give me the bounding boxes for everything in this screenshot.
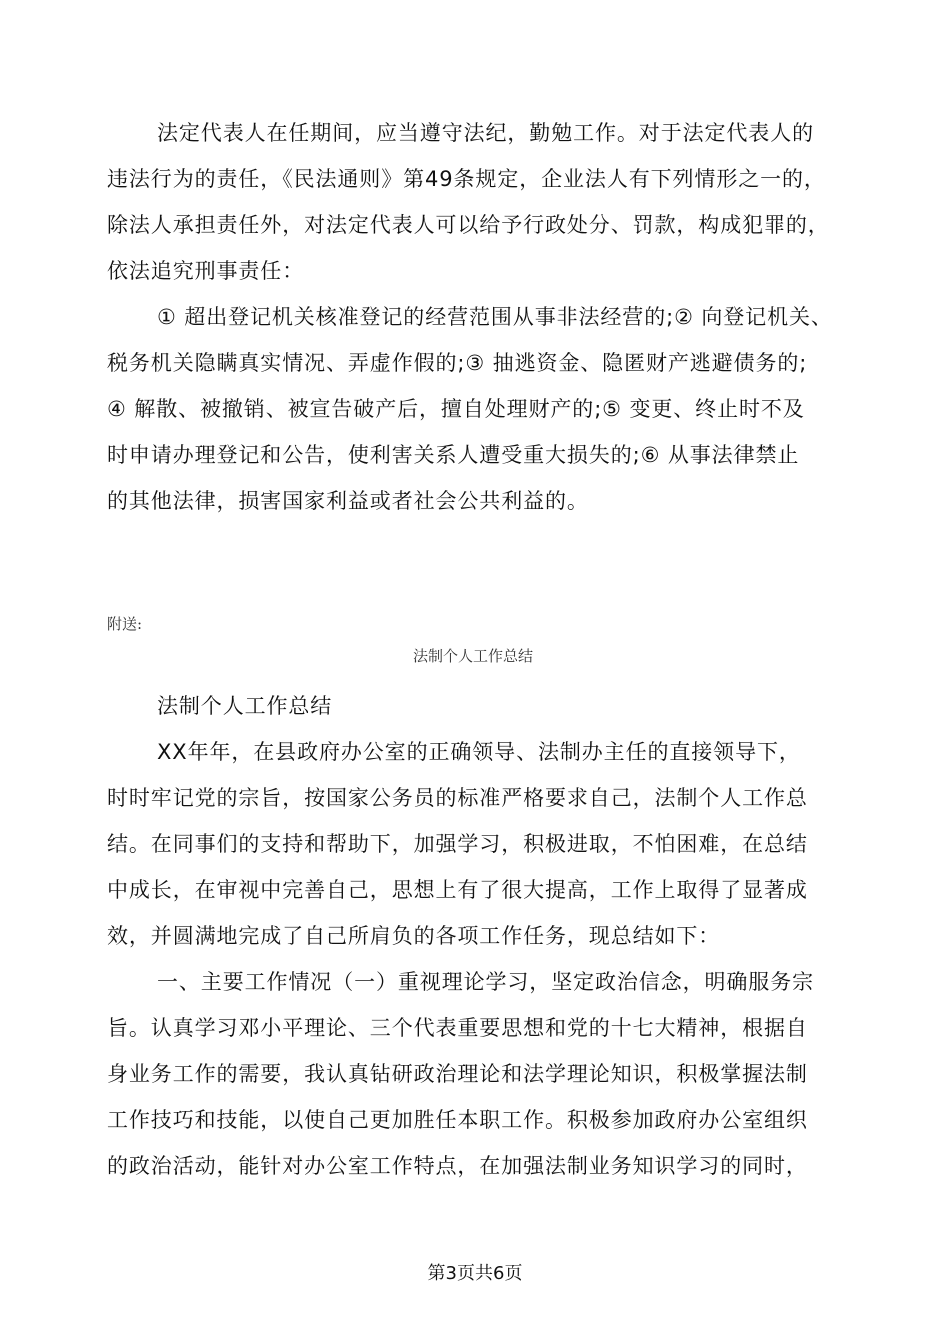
text-line: 除法人承担责任外，对法定代表人可以给予行政处分、罚款，构成犯罪的， bbox=[107, 213, 830, 237]
text-line: 工作技巧和技能，以使自己更加胜任本职工作。积极参加政府办公室组织 bbox=[107, 1108, 808, 1132]
text-line: 的其他法律，损害国家利益或者社会公共利益的。 bbox=[107, 489, 589, 513]
text-line: 中成长，在审视中完善自己，思想上有了很大提高，工作上取得了显著成 bbox=[107, 878, 808, 902]
text-line: 法定代表人在任期间，应当遵守法纪，勤勉工作。对于法定代表人的 bbox=[157, 121, 814, 145]
text-line: 身业务工作的需要，我认真钻研政治理论和法学理论知识，积极掌握法制 bbox=[107, 1062, 808, 1086]
text-line: 时申请办理登记和公告，使利害关系人遭受重大损失的;⑥ 从事法律禁止 bbox=[107, 443, 800, 467]
text-line: 效，并圆满地完成了自己所肩负的各项工作任务，现总结如下： bbox=[107, 924, 721, 948]
page-number: 第3页共6页 bbox=[427, 1263, 523, 1284]
text-line: 旨。认真学习邓小平理论、三个代表重要思想和党的十七大精神，根据自 bbox=[107, 1016, 808, 1040]
text-line: 结。在同事们的支持和帮助下，加强学习，积极进取，不怕困难，在总结 bbox=[107, 832, 808, 856]
appendix-title: 法制个人工作总结 bbox=[412, 647, 533, 665]
text-line: ④ 解散、被撤销、被宣告破产后，擅自处理财产的;⑤ 变更、终止时不及 bbox=[107, 397, 805, 421]
text-line: 时时牢记党的宗旨，按国家公务员的标准严格要求自己，法制个人工作总 bbox=[107, 786, 808, 810]
text-line: 的政治活动，能针对办公室工作特点，在加强法制业务知识学习的同时， bbox=[107, 1154, 808, 1178]
section-heading: 法制个人工作总结 bbox=[157, 694, 333, 718]
appendix-label: 附送: bbox=[107, 615, 143, 633]
text-line: 一、主要工作情况（一）重视理论学习，坚定政治信念，明确服务宗 bbox=[157, 970, 814, 994]
text-line: 违法行为的责任，《民法通则》第49条规定，企业法人有下列情形之一的， bbox=[107, 167, 826, 191]
text-line: 依法追究刑事责任： bbox=[107, 259, 305, 283]
text-line: 税务机关隐瞒真实情况、弄虚作假的;③ 抽逃资金、隐匿财产逃避债务的; bbox=[107, 351, 808, 375]
text-line: ① 超出登记机关核准登记的经营范围从事非法经营的;② 向登记机关、 bbox=[157, 305, 833, 329]
text-line: XX年年，在县政府办公室的正确领导、法制办主任的直接领导下， bbox=[157, 740, 801, 764]
